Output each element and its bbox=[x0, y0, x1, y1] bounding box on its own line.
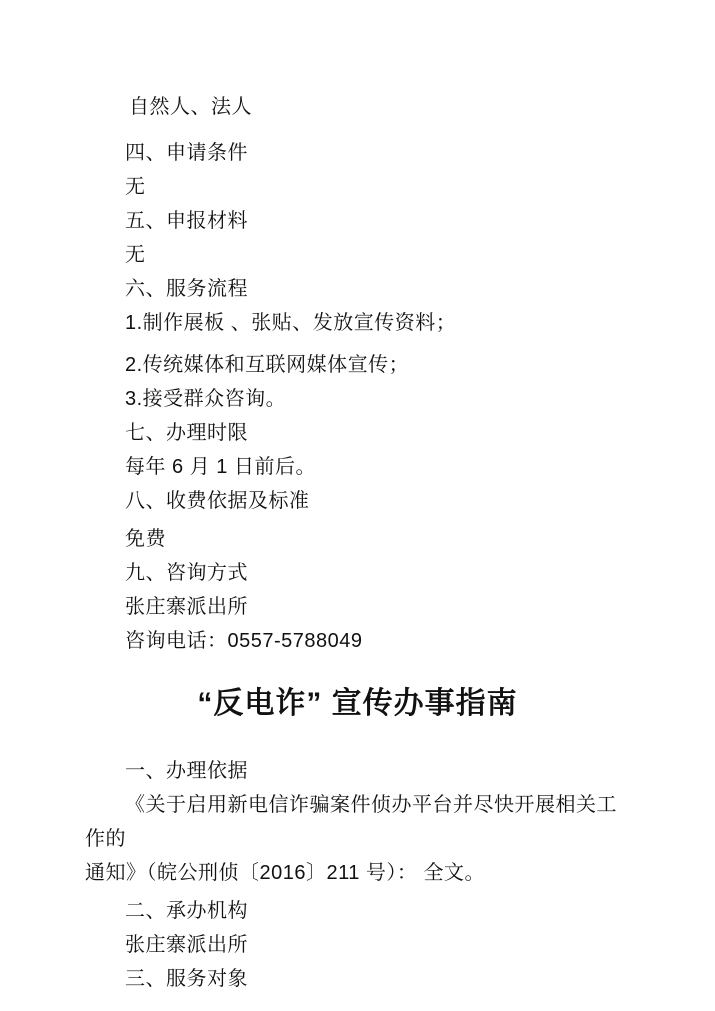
para-section-5-value: 无 bbox=[125, 244, 146, 266]
heading-section-5: 五、申报材料 bbox=[125, 210, 248, 232]
heading-section-3: 三、服务对象 bbox=[125, 968, 248, 990]
para-section-9-phone: 咨询电话：0557-5788049 bbox=[125, 630, 363, 652]
para-flow-step-2: 2.传统媒体和互联网媒体宣传； bbox=[125, 354, 410, 376]
heading-section-2: 二、承办机构 bbox=[125, 900, 248, 922]
para-section-4-value: 无 bbox=[125, 176, 146, 198]
heading-section-1: 一、办理依据 bbox=[125, 760, 248, 782]
para-service-target-value: 自然人、法人 bbox=[129, 96, 252, 118]
heading-section-9: 九、咨询方式 bbox=[125, 562, 248, 584]
para-section-9-org: 张庄寨派出所 bbox=[125, 596, 248, 618]
para-flow-step-1: 1.制作展板 、张贴、发放宣传资料； bbox=[125, 312, 457, 334]
para-section-8-value: 免费 bbox=[125, 528, 166, 550]
para-flow-step-3: 3.接受群众咨询。 bbox=[125, 388, 287, 410]
para-section-7-value: 每年 6 月 1 日前后。 bbox=[125, 456, 316, 478]
para-basis-line-2: 通知》（皖公刑侦〔2016〕211 号）： 全文。 bbox=[85, 862, 485, 884]
heading-section-8: 八、收费依据及标准 bbox=[125, 490, 310, 512]
heading-section-6: 六、服务流程 bbox=[125, 278, 248, 300]
page-title: “反电诈” 宣传办事指南 bbox=[197, 687, 518, 720]
para-section-2-value: 张庄寨派出所 bbox=[125, 934, 248, 956]
heading-section-4: 四、申请条件 bbox=[125, 142, 248, 164]
heading-section-7: 七、办理时限 bbox=[125, 422, 248, 444]
para-basis-line-1: 《关于启用新电信诈骗案件侦办平台并尽快开展相关工作的 bbox=[85, 794, 617, 850]
